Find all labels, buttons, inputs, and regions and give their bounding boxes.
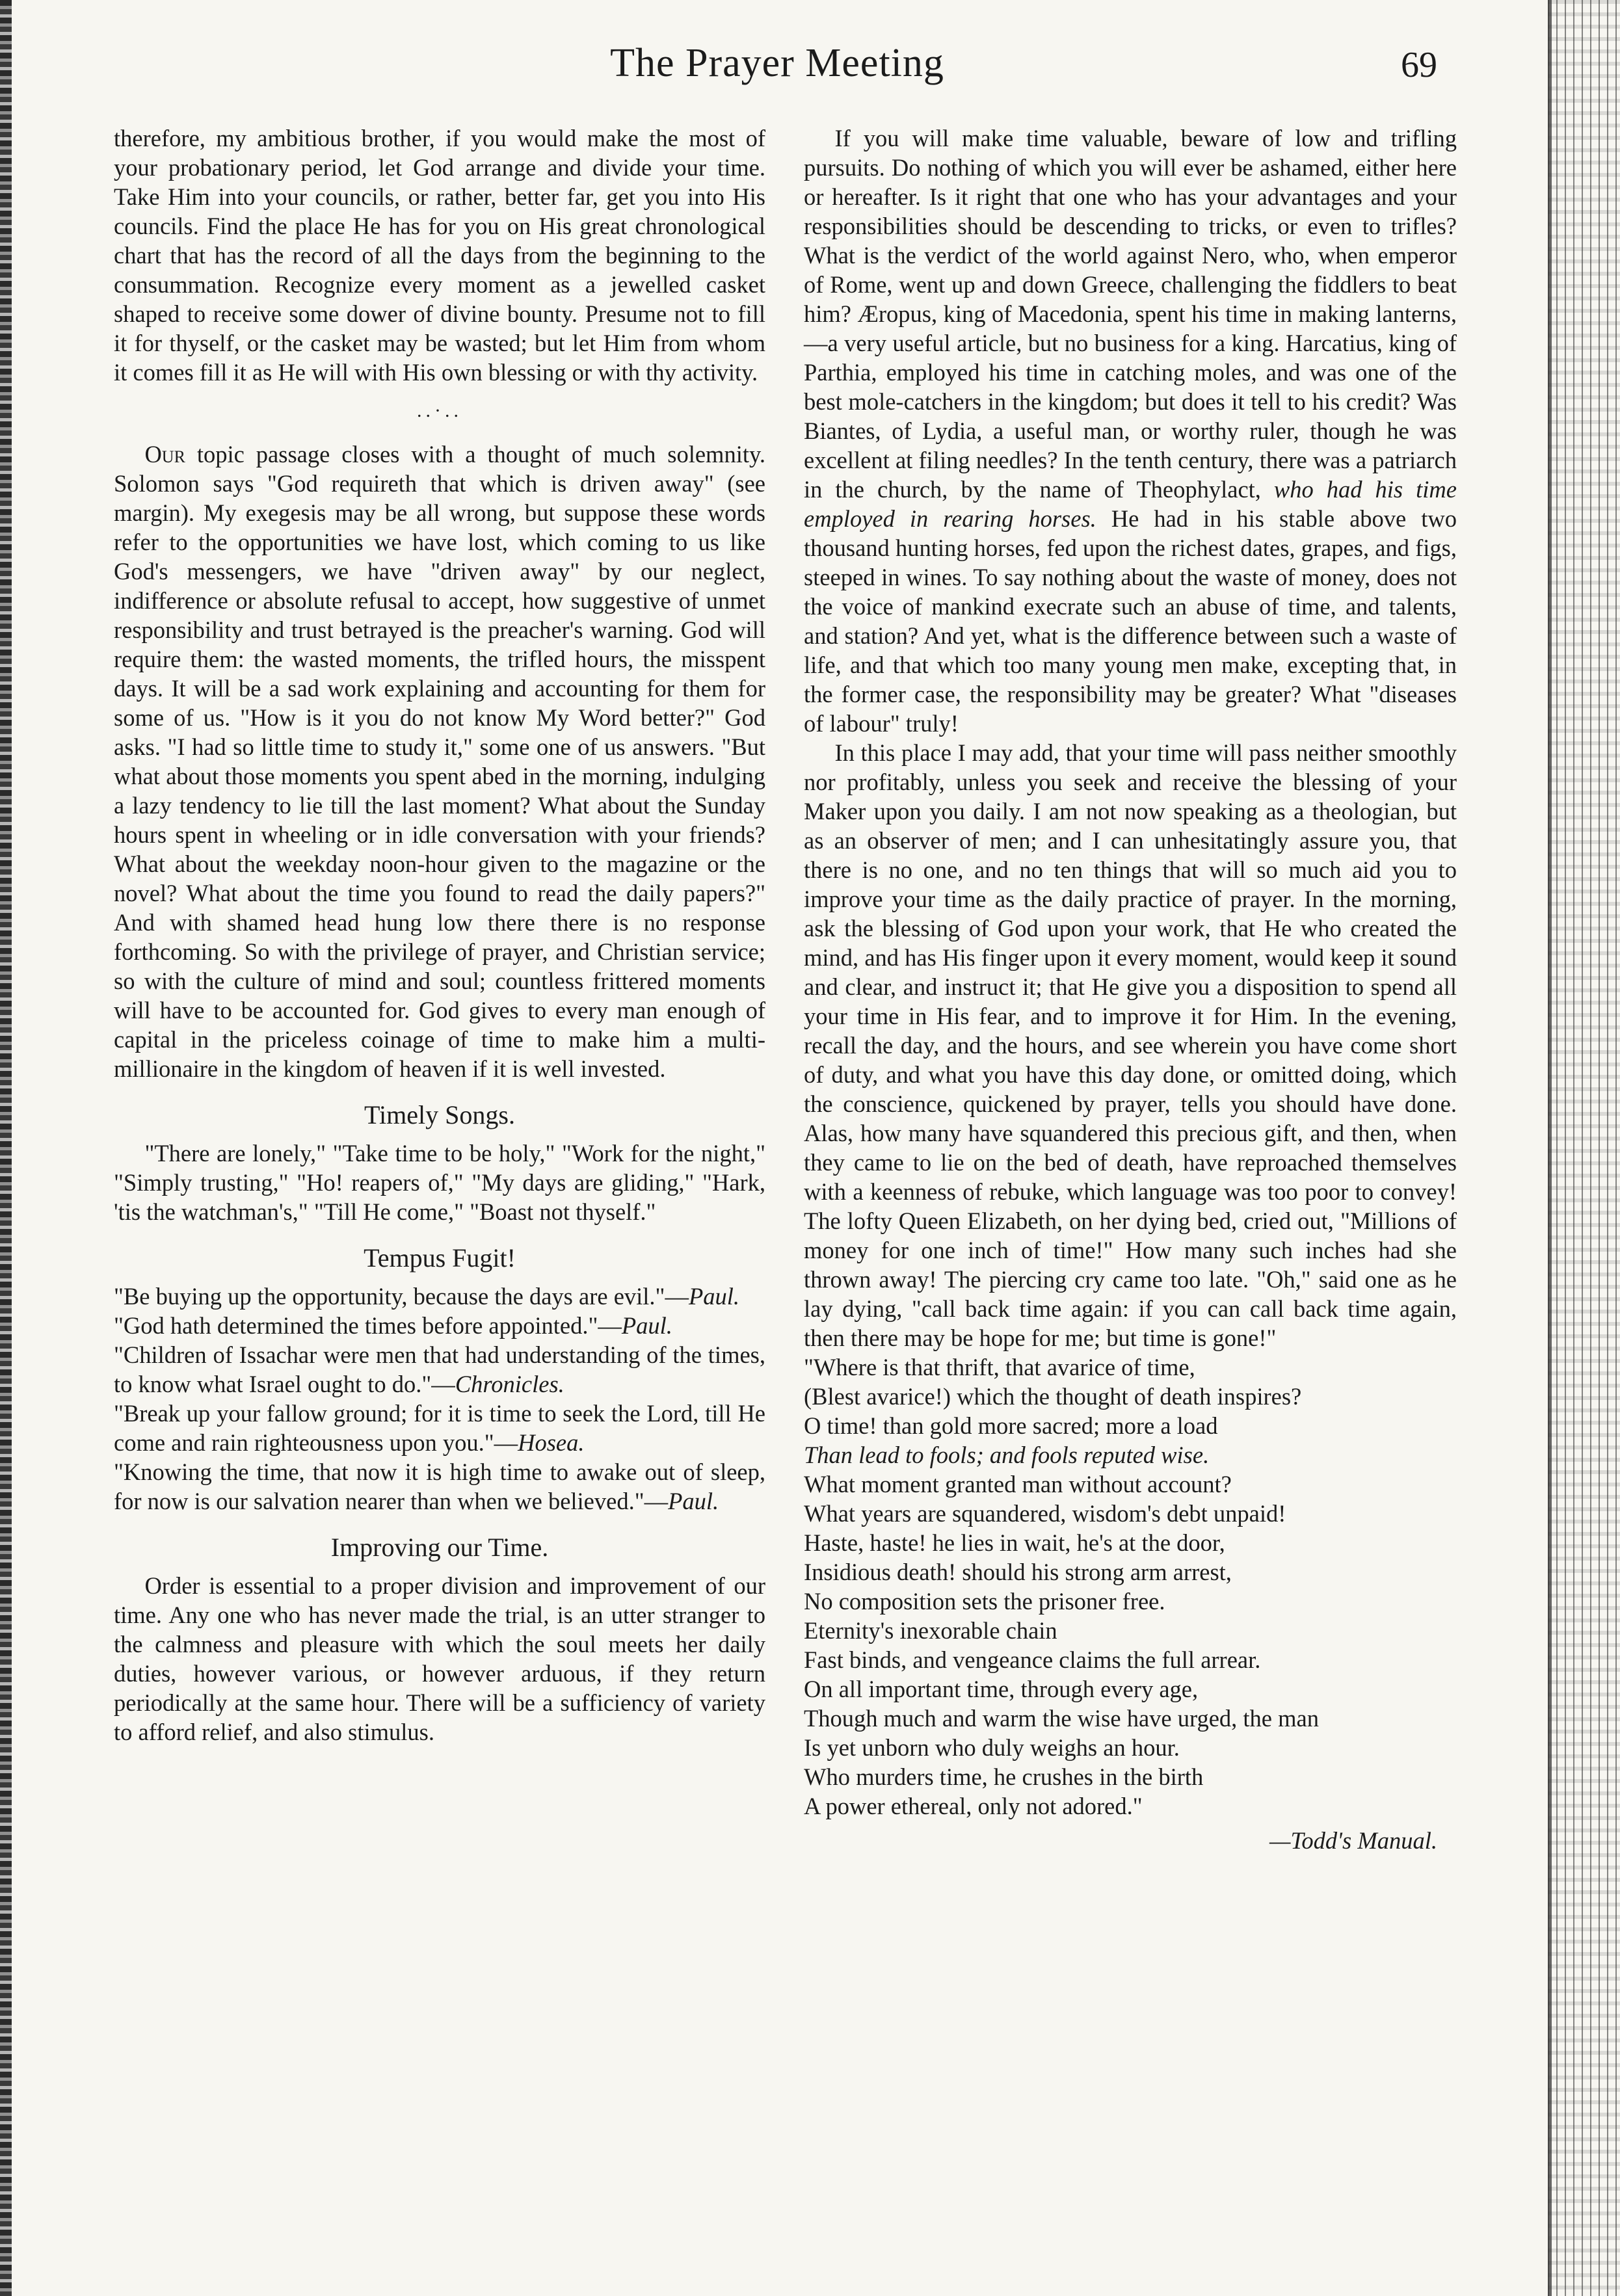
right-paragraph-1-text-a: If you will make time valuable, beware of low and trifling pursuits. Do nothing of which you will ever be ashamed, either here or hereafter. Is it right that one who has your advantages and your responsibilities should be descending to tricks, or even to trifles? What is the verdict of the world against Nero, who, when emperor of Rome, went up and down Greece, challenging the fiddlers to beat him? Æropus, king of Macedonia, spent his time in making lanterns,—a very useful article, but no business for a king. Harcatius, king of Parthia, employed his time in catching moles, and was one of the best mole-catchers in the kingdom; but does it tell to his credit? Was Biantes, of Lydia, a useful man, or worthy ruler, though he was excellent at filing needles? In the tenth century, there was a patriarch in the church, by the name of Theophylact, [804, 125, 1457, 503]
quote-citation: Hosea. [518, 1429, 585, 1456]
left-paragraph-2 [114, 440, 765, 1083]
quote-text: "Children of Issachar were men that had understanding of the times, to know what Israel ought to do."— [114, 1341, 765, 1397]
poem-line: Who murders time, he crushes in the birth [804, 1763, 1204, 1790]
right-paragraph-1-text-b: He had in his stable above two thousand hunting horses, fed upon the richest dates, grapes, and figs, steeped in wines. To say nothing about the waste of money, does not the voice of mankind execrate such an abuse of time, and talents, and station? And yet, what is the difference between such a waste of life, and that which too many young men make, excepting that, in the former case, the responsibility may be greater? What "diseases of labour" truly! [804, 505, 1457, 737]
quote-citation: Chronicles. [455, 1371, 564, 1397]
poem-line: Haste, haste! he lies in wait, he's at the door, [804, 1529, 1225, 1556]
poem-line: On all important time, through every age, [804, 1676, 1199, 1702]
heading-improving-our-time: Improving our Time. [330, 1533, 549, 1562]
scripture-quote [114, 1340, 765, 1399]
heading-timely-songs: Timely Songs. [364, 1100, 515, 1129]
quote-text: "Be buying up the opportunity, because the days are evil."— [114, 1283, 689, 1310]
quote-citation: Paul. [668, 1488, 719, 1514]
left-paragraph-1: therefore, my ambitious brother, if you would make the most of your probationary period, let God arrange and divide your time. Take Him into your councils, or rather, better far, get you into His councils. Find the place He has for you on His great chronological chart that has the record of all the days from the beginning to the consummation. Recognize every moment as a jewelled casket shaped to receive some dower of divine bounty. Presume not to fill it for thyself, or the casket may be wasted; but let Him from whom it comes fill it as He will with His own blessing or with thy activity. [114, 125, 765, 386]
scripture-quote [114, 1399, 765, 1457]
page-header [117, 40, 1437, 105]
poem-line: Eternity's inexorable chain [804, 1617, 1057, 1644]
poem-line: (Blest avarice!) which the thought of death inspires? [804, 1383, 1302, 1410]
poem-line: Though much and warm the wise have urged, the man [804, 1705, 1319, 1732]
quote-citation: Paul. [688, 1283, 740, 1310]
songs-list: "There are lonely," "Take time to be holy," "Work for the night," "Simply trusting," "Ho! reapers of," "My days are gliding," "Hark, 'tis the watchman's," "Till He come," "Boast not thyself." [114, 1140, 765, 1225]
dropcap-lead: Our [144, 441, 185, 468]
page-number: 69 [1401, 45, 1437, 85]
scan-binding-edge-left [0, 0, 12, 2296]
poem-line: Is yet unborn who duly weighs an hour. [804, 1734, 1180, 1761]
quote-citation: Paul. [621, 1312, 672, 1339]
poem-line: "Where is that thrift, that avarice of time, [804, 1354, 1195, 1380]
left-paragraph-2-text: topic passage closes with a thought of much solemnity. Solomon says "God requireth that which is driven away" (see margin). My exegesis may be all wrong, but suppose these words refer to the opportunities we have lost, which coming to us like God's messengers, we have "driven away" by our neglect, indifference or absolute refusal to accept, how suggestive of unmet responsibility and trust betrayed is the preacher's warning. God will require them: the wasted moments, the trifled hours, the misspent days. It will be a sad work explaining and accounting for them for some of us. "How is it you do not know My Word better?" God asks. "I had so little time to study it," some one of us answers. "But what about those moments you spent abed in the morning, indulging a lazy tendency to lie till the last moment? What about the Sunday hours spent in wheeling or in idle conversation with your friends? What about the weekday noon-hour given to the magazine or the novel? What about the time you found to read the daily papers?" And with shamed head hung low there there is no response forthcoming. So with the privilege of prayer, and Christian service; so with the culture of mind and soul; countless frittered moments will have to be accounted for. God gives to every man enough of capital in the priceless coinage of time to make him a multi-millionaire in the kingdom of heaven if it is well invested. [114, 441, 765, 1082]
poem-line: No composition sets the prisoner free. [804, 1588, 1165, 1615]
scan-page-edge-right [1548, 0, 1620, 2296]
poem-line: Insidious death! should his strong arm arrest, [804, 1559, 1232, 1585]
right-paragraph-2: In this place I may add, that your time will pass neither smoothly nor profitably, unless you seek and receive the blessing of your Maker upon you daily. I am not now speaking as a theologian, but as an observer of men; and I can unhesitatingly assure you, that there is no one, and no ten things that will so much aid you to improve your time as the daily practice of prayer. In the morning, ask the blessing of God upon your work, that He who created the mind, and has His finger upon it every moment, would keep it sound and clear, and instruct it; that He give you a disposition to spend all your time in His fear, and to improve it for Him. In the evening, recall the day, and the hours, and see wherein you have come short of duty, and what you have this day done, or omitted doing, which the conscience, quickened by prayer, tells you should have done. Alas, how many have squandered this precious gift, and then, when they came to lie on the bed of death, have reproached themselves with a keenness of rebuke, which language was too poor to convey! The lofty Queen Elizabeth, on her dying bed, cried out, "Millions of money for one inch of time!" How many such inches had she thrown away! The piercing cry came too late. "Oh," said one as he lay dying, "call back time again: if you can call back time again, then there may be hope for me; but time is gone!" [804, 739, 1457, 1351]
right-column [804, 124, 1457, 1855]
poem-line: Fast binds, and vengeance claims the full arrear. [804, 1646, 1261, 1673]
poem-line: What moment granted man without account? [804, 1471, 1232, 1498]
section-divider: ..·.. [417, 400, 462, 421]
scripture-quote [114, 1457, 765, 1516]
left-paragraph-3: Order is essential to a proper division and improvement of our time. Any one who has never made the trial, is an utter stranger to the calmness and pleasure with which the soul meets her daily duties, however various, or however arduous, if they return periodically at the same hour. There will be a sufficiency of variety to afford relief, and also stimulus. [114, 1572, 765, 1745]
poem-attribution: —Todd's Manual. [1269, 1827, 1437, 1854]
left-column [114, 124, 765, 1747]
heading-tempus-fugit: Tempus Fugit! [364, 1243, 516, 1273]
scripture-quote [114, 1282, 765, 1311]
poem-line: O time! than gold more sacred; more a load [804, 1412, 1218, 1439]
poem-line: Than lead to fools; and fools reputed wise. [804, 1442, 1210, 1468]
poem [804, 1353, 1457, 1821]
quote-text: "Break up your fallow ground; for it is time to seek the Lord, till He come and rain righteousness upon you."— [114, 1400, 765, 1456]
poem-line: A power ethereal, only not adored." [804, 1793, 1143, 1819]
right-paragraph-1-italic: who had his time employed in rearing horses. [804, 476, 1457, 532]
quote-text: "God hath determined the times before appointed."— [114, 1312, 622, 1339]
scripture-quote [114, 1311, 765, 1340]
right-paragraph-1 [804, 124, 1457, 738]
poem-line: What years are squandered, wisdom's debt unpaid! [804, 1500, 1286, 1527]
running-title: The Prayer Meeting [610, 41, 944, 85]
quote-text: "Knowing the time, that now it is high time to awake out of sleep, for now is our salvation nearer than when we believed."— [114, 1458, 765, 1514]
